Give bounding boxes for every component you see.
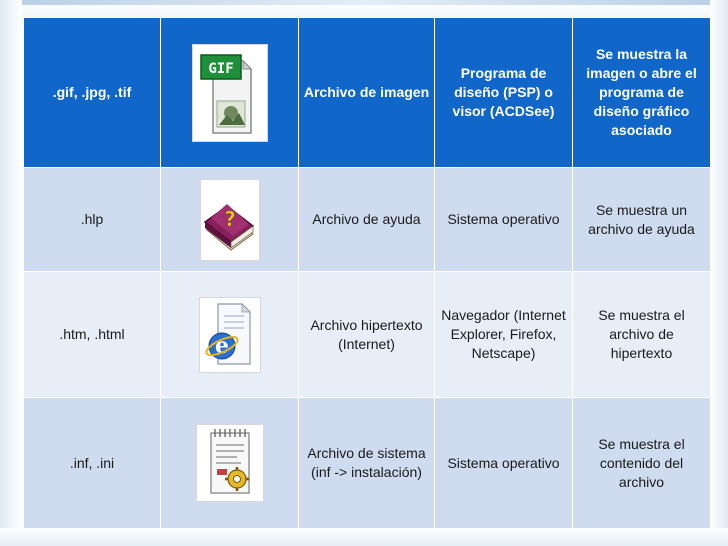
file-type-cell: Archivo de imagen: [299, 18, 435, 168]
result-cell: Se muestra un archivo de ayuda: [573, 168, 711, 272]
extension-cell: .gif, .jpg, .tif: [24, 18, 161, 168]
slide-frame-left: [0, 0, 22, 546]
icon-cell: [161, 398, 299, 529]
internet-explorer-document-icon: [199, 297, 261, 373]
result-cell: Se muestra la imagen o abre el programa de diseño gráfico asociado: [573, 18, 711, 168]
extension-cell: .hlp: [24, 168, 161, 272]
result-cell: Se muestra el archivo de hipertexto: [573, 272, 711, 398]
file-type-cell: Archivo de ayuda: [299, 168, 435, 272]
table-row: [24, 272, 711, 398]
slide-frame-band: [0, 0, 728, 5]
program-cell: Navegador (Internet Explorer, Firefox, Netscape): [435, 272, 573, 398]
icon-cell: [161, 18, 299, 168]
help-book-icon: [200, 179, 260, 261]
program-cell: Programa de diseño (PSP) o visor (ACDSee): [435, 18, 573, 168]
svg-text:e: e: [214, 332, 229, 359]
icon-cell: [161, 272, 299, 398]
extension-cell: .inf, .ini: [24, 398, 161, 529]
slide-frame-bottom: [0, 528, 728, 546]
result-cell: Se muestra el contenido del archivo: [573, 398, 711, 529]
settings-document-icon: [196, 424, 264, 502]
file-type-cell: Archivo hipertexto (Internet): [299, 272, 435, 398]
program-cell: Sistema operativo: [435, 398, 573, 529]
svg-text:?: ?: [223, 206, 236, 231]
table-row: [24, 18, 711, 168]
table-row: [24, 398, 711, 529]
extension-cell: .htm, .html: [24, 272, 161, 398]
gif-image-file-icon: [192, 44, 268, 142]
program-cell: Sistema operativo: [435, 168, 573, 272]
file-type-cell: Archivo de sistema (inf -> instalación): [299, 398, 435, 529]
icon-cell: [161, 168, 299, 272]
file-extensions-table: [23, 17, 711, 529]
slide-frame-right: [710, 0, 728, 546]
svg-text:GIF: GIF: [207, 60, 234, 77]
table-row: [24, 168, 711, 272]
